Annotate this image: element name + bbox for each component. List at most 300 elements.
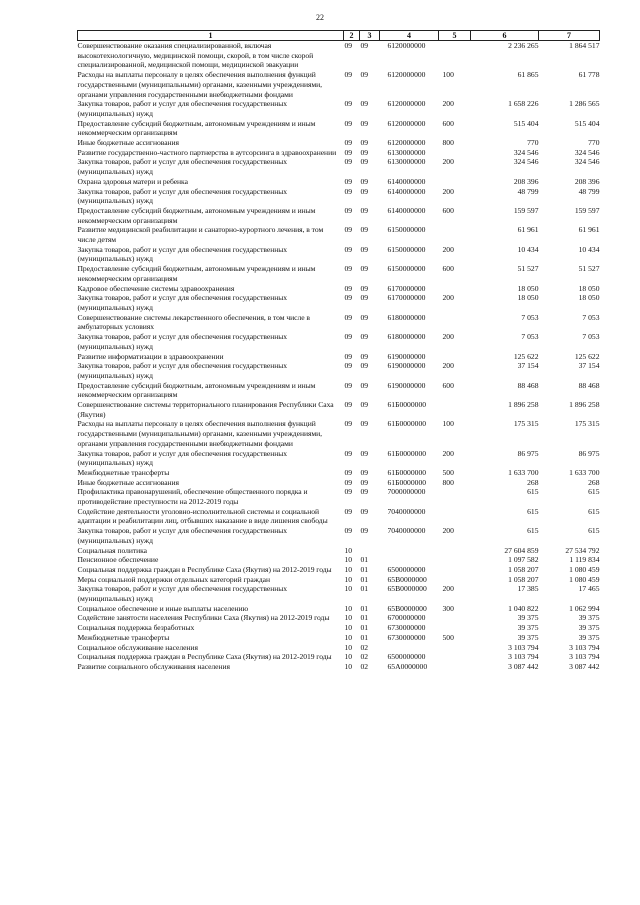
program-code-cell: 65А0000000 — [387, 662, 428, 671]
amount-year1-cell: 324 546 — [513, 157, 539, 167]
expense-name-cell: Меры социальной поддержки отдельных категорий граждан — [77, 574, 270, 584]
amount-year1-cell: 10 434 — [517, 244, 539, 254]
amount-year2-cell: 27 534 792 — [565, 545, 600, 555]
section-code-cell: 09 — [344, 477, 353, 487]
expense-type-cell: 200 — [442, 526, 454, 536]
program-code-cell — [380, 546, 439, 556]
amount-year1-cell: 61 961 — [517, 225, 539, 235]
header-cell: 4 — [380, 31, 439, 41]
amount-year1-cell: 1 058 207 — [508, 564, 539, 574]
subsection-code-cell: 01 — [360, 555, 369, 565]
table-row — [78, 245, 600, 264]
program-code-cell: 6500000000 — [387, 652, 426, 662]
amount-year1-cell: 18 050 — [517, 283, 539, 293]
subsection-code-cell: 01 — [360, 574, 369, 584]
amount-year1-cell: 615 — [527, 526, 539, 536]
expense-type-cell — [439, 400, 471, 419]
expense-name-cell: Расходы на выплаты персоналу в целях обеспечения выполнения функций государственными (муниципальными) органами, казенными учреждениями, органами управления государственными внебюджетными фондами — [77, 419, 323, 448]
expense-type-cell: 200 — [442, 157, 454, 167]
expense-name-cell: Закупка товаров, работ и услуг для обеспечения государственных (муниципальных) нужд — [77, 157, 288, 177]
subsection-code-cell: 09 — [360, 70, 369, 80]
table-row — [78, 662, 600, 672]
header-cell: 3 — [360, 31, 380, 41]
program-code-cell: 6120000000 — [387, 70, 426, 80]
section-code-cell: 09 — [344, 138, 353, 148]
table-body — [78, 41, 600, 672]
amount-year1-cell: 159 597 — [513, 205, 539, 215]
subsection-code-cell: 09 — [360, 526, 369, 536]
amount-year2-cell: 10 434 — [578, 244, 600, 254]
subsection-code-cell: 01 — [360, 613, 369, 623]
amount-year1-cell: 615 — [527, 487, 539, 497]
amount-year2-cell: 1 062 994 — [569, 603, 600, 613]
subsection-code-cell: 09 — [360, 41, 369, 50]
program-code-cell: 7040000000 — [387, 526, 426, 536]
table-row — [78, 332, 600, 351]
table-row — [78, 352, 600, 362]
program-code-cell: 61Б0000000 — [387, 477, 427, 487]
section-code-cell: 10 — [344, 632, 353, 642]
amount-year2-cell: 175 315 — [574, 419, 600, 429]
table-row — [78, 555, 600, 565]
table-row — [78, 138, 600, 148]
table-row — [78, 487, 600, 506]
program-code-cell: 6190000000 — [387, 351, 426, 361]
table-row — [78, 187, 600, 206]
amount-year1-cell: 18 050 — [517, 293, 539, 303]
expense-type-cell — [439, 652, 471, 662]
program-code-cell: 6140000000 — [387, 186, 426, 196]
table-row — [78, 652, 600, 662]
subsection-code-cell: 01 — [360, 584, 369, 594]
program-code-cell: 6190000000 — [387, 380, 426, 390]
table-row — [78, 546, 600, 556]
expense-name-cell: Совершенствование системы территориального планирования Республики Саха (Якутия) — [77, 400, 334, 419]
expense-type-cell: 200 — [442, 293, 454, 303]
expense-name-cell: Развитие информатизации в здравоохранении — [77, 351, 224, 361]
program-code-cell: 6700000000 — [387, 613, 426, 623]
expense-type-cell: 200 — [442, 448, 454, 458]
header-cell: 7 — [539, 31, 600, 41]
section-code-cell: 09 — [344, 176, 353, 186]
amount-year1-cell: 86 975 — [517, 448, 539, 458]
amount-year1-cell: 17 385 — [517, 584, 539, 594]
expense-type-cell — [439, 41, 471, 71]
expense-type-cell: 100 — [442, 419, 454, 429]
expense-name-cell: Предоставление субсидий бюджетным, автономным учреждениям и иным некоммерческим организациям — [77, 205, 316, 225]
header-cell: 6 — [471, 31, 539, 41]
header-cell: 5 — [439, 31, 471, 41]
amount-year1-cell: 515 404 — [513, 118, 539, 128]
expense-type-cell: 600 — [442, 205, 454, 215]
expense-name-cell: Закупка товаров, работ и услуг для обеспечения государственных (муниципальных) нужд — [77, 293, 288, 312]
section-code-cell: 09 — [344, 351, 353, 361]
section-code-cell: 09 — [344, 157, 353, 167]
expense-name-cell: Закупка товаров, работ и услуг для обеспечения государственных (муниципальных) нужд — [77, 99, 288, 118]
amount-year1-cell: 39 375 — [517, 632, 539, 642]
amount-year2-cell: 39 375 — [578, 623, 600, 633]
amount-year1-cell: 208 396 — [513, 176, 539, 186]
program-code-cell: 7040000000 — [387, 506, 426, 516]
amount-year2-cell: 615 — [588, 526, 600, 536]
table-row — [78, 643, 600, 653]
table-row — [78, 526, 600, 545]
expense-name-cell: Профилактика правонарушений, обеспечение общественного порядка и противодействие преступности на 2012-2019 годы — [77, 487, 308, 507]
amount-year2-cell: 39 375 — [578, 613, 600, 623]
program-code-cell: 61Б0000000 — [387, 419, 427, 429]
amount-year2-cell: 17 465 — [578, 584, 600, 594]
program-code-cell: 61Б0000000 — [387, 448, 427, 458]
amount-year2-cell: 615 — [588, 506, 600, 516]
subsection-code-cell: 01 — [360, 564, 369, 574]
amount-year1-cell: 39 375 — [517, 613, 539, 623]
expense-type-cell — [439, 225, 471, 244]
section-code-cell: 09 — [344, 487, 353, 497]
amount-year2-cell: 3 087 442 — [569, 662, 600, 671]
section-code-cell: 09 — [344, 506, 353, 516]
expense-type-cell: 200 — [442, 584, 454, 594]
expense-name-cell: Предоставление субсидий бюджетным, автономным учреждениям и иным некоммерческим организациям — [77, 380, 316, 400]
expense-type-cell — [439, 613, 471, 623]
amount-year1-cell: 770 — [527, 138, 539, 148]
section-code-cell: 09 — [344, 118, 353, 128]
table-row — [78, 419, 600, 448]
subsection-code-cell: 09 — [360, 147, 369, 157]
section-code-cell: 09 — [344, 312, 353, 322]
amount-year1-cell: 1 097 582 — [508, 555, 539, 565]
section-code-cell: 09 — [344, 419, 353, 429]
section-code-cell: 10 — [344, 652, 353, 662]
subsection-code-cell: 09 — [360, 244, 369, 254]
amount-year2-cell: 515 404 — [574, 118, 600, 128]
subsection-code-cell: 09 — [360, 99, 369, 109]
table-row — [78, 478, 600, 488]
subsection-code-cell: 09 — [360, 176, 369, 186]
expense-type-cell: 500 — [442, 467, 454, 477]
table-row — [78, 633, 600, 643]
section-code-cell: 09 — [344, 400, 353, 410]
section-code-cell: 10 — [344, 623, 353, 633]
amount-year2-cell: 125 622 — [574, 351, 600, 361]
amount-year2-cell: 1 080 459 — [569, 564, 600, 574]
subsection-code-cell: 09 — [360, 487, 369, 497]
subsection-code-cell: 02 — [360, 642, 369, 652]
expense-type-cell: 200 — [442, 361, 454, 371]
amount-year1-cell: 7 053 — [521, 332, 539, 342]
table-row — [78, 400, 600, 419]
expense-name-cell: Предоставление субсидий бюджетным, автономным учреждениям и иным некоммерческим организациям — [77, 264, 316, 283]
expense-type-cell — [439, 555, 471, 565]
amount-year2-cell: 1 286 565 — [569, 99, 600, 109]
expense-name-cell: Закупка товаров, работ и услуг для обеспечения государственных (муниципальных) нужд — [77, 448, 288, 468]
expense-type-cell — [439, 284, 471, 294]
program-code-cell: 65В0000000 — [387, 603, 427, 613]
header-cell: 2 — [344, 31, 360, 41]
section-code-cell: 10 — [344, 564, 353, 574]
program-code-cell: 6150000000 — [387, 244, 426, 254]
section-code-cell: 09 — [344, 41, 353, 50]
subsection-code-cell: 09 — [360, 448, 369, 458]
expense-name-cell: Закупка товаров, работ и услуг для обеспечения государственных (муниципальных) нужд — [77, 584, 288, 604]
expense-name-cell: Развитие государственно-частного партнерства в аутсорсинга в здравоохранении — [77, 147, 337, 157]
section-code-cell: 10 — [344, 603, 353, 613]
expense-name-cell: Кадровое обеспечение системы здравоохранения — [77, 283, 235, 293]
expense-type-cell — [439, 352, 471, 362]
expense-type-cell: 200 — [442, 244, 454, 254]
amount-year1-cell: 3 087 442 — [508, 662, 539, 671]
subsection-code-cell: 09 — [360, 380, 369, 390]
section-code-cell: 09 — [344, 205, 353, 215]
amount-year1-cell: 2 236 265 — [508, 41, 539, 50]
amount-year2-cell: 51 527 — [578, 264, 600, 274]
program-code-cell: 6120000000 — [387, 41, 426, 50]
amount-year1-cell: 3 103 794 — [508, 652, 539, 662]
amount-year2-cell: 39 375 — [578, 632, 600, 642]
expense-type-cell — [439, 507, 471, 526]
amount-year1-cell: 324 546 — [513, 147, 539, 157]
table-row — [78, 575, 600, 585]
section-code-cell: 10 — [344, 574, 353, 584]
table-row — [78, 293, 600, 312]
subsection-code-cell: 09 — [360, 419, 369, 429]
amount-year2-cell: 86 975 — [578, 448, 600, 458]
program-code-cell: 6730000000 — [387, 632, 426, 642]
section-code-cell: 10 — [344, 642, 353, 652]
expense-name-cell: Социальное обслуживание населения — [77, 642, 198, 652]
section-code-cell: 10 — [344, 662, 353, 671]
program-code-cell — [380, 555, 439, 565]
program-code-cell: 6130000000 — [387, 157, 426, 167]
section-code-cell: 09 — [344, 264, 353, 274]
table-row — [78, 99, 600, 118]
program-code-cell: 7000000000 — [387, 487, 426, 497]
amount-year2-cell: 18 050 — [578, 283, 600, 293]
table-row — [78, 41, 600, 71]
table-row — [78, 119, 600, 138]
amount-year1-cell: 88 468 — [517, 380, 539, 390]
program-code-cell: 6140000000 — [387, 176, 426, 186]
amount-year2-cell: 615 — [588, 487, 600, 497]
amount-year1-cell: 1 896 258 — [508, 400, 539, 410]
expense-name-cell: Социальная политика — [77, 545, 147, 555]
expense-name-cell: Закупка товаров, работ и услуг для обеспечения государственных (муниципальных) нужд — [77, 332, 288, 351]
section-code-cell: 09 — [344, 70, 353, 80]
amount-year2-cell: 18 050 — [578, 293, 600, 303]
section-code-cell: 10 — [344, 584, 353, 594]
program-code-cell: 6150000000 — [387, 225, 426, 235]
subsection-code-cell: 09 — [360, 477, 369, 487]
amount-year2-cell: 268 — [588, 477, 600, 487]
program-code-cell: 6140000000 — [387, 205, 426, 215]
amount-year1-cell: 175 315 — [513, 419, 539, 429]
expense-type-cell: 200 — [442, 332, 454, 342]
table-row — [78, 177, 600, 187]
amount-year2-cell: 88 468 — [578, 380, 600, 390]
amount-year1-cell: 7 053 — [521, 312, 539, 322]
section-code-cell: 09 — [344, 467, 353, 477]
section-code-cell: 09 — [344, 283, 353, 293]
program-code-cell: 6120000000 — [387, 99, 426, 109]
amount-year1-cell: 37 154 — [517, 361, 539, 371]
amount-year1-cell: 268 — [527, 477, 539, 487]
subsection-code-cell: 09 — [360, 400, 369, 410]
expense-name-cell: Социальная поддержка граждан в Республике Саха (Якутия) на 2012-2019 годы — [77, 564, 332, 574]
program-code-cell: 6130000000 — [387, 147, 426, 157]
amount-year1-cell: 3 103 794 — [508, 642, 539, 652]
expense-name-cell: Закупка товаров, работ и услуг для обеспечения государственных (муниципальных) нужд — [77, 361, 288, 380]
section-code-cell: 10 — [344, 555, 353, 565]
expense-name-cell: Социальное обеспечение и иные выплаты населению — [77, 603, 249, 613]
expense-type-cell: 800 — [442, 477, 454, 487]
expense-type-cell: 600 — [442, 380, 454, 390]
amount-year2-cell: 1 080 459 — [569, 574, 600, 584]
amount-year2-cell: 1 633 700 — [569, 467, 600, 477]
subsection-code-cell: 09 — [360, 138, 369, 148]
amount-year2-cell: 208 396 — [574, 176, 600, 186]
amount-year2-cell: 7 053 — [582, 312, 600, 322]
program-code-cell: 61Б0000000 — [387, 400, 427, 410]
expense-name-cell: Расходы на выплаты персоналу в целях обеспечения выполнения функций государственными (муниципальными) органами, казенными учреждениями, органами управления государственными внебюджетными фондами — [77, 70, 323, 99]
subsection-code-cell: 09 — [360, 506, 369, 516]
program-code-cell: 6120000000 — [387, 118, 426, 128]
amount-year1-cell: 51 527 — [517, 264, 539, 274]
section-code-cell: 09 — [344, 99, 353, 109]
subsection-code-cell: 09 — [360, 186, 369, 196]
section-code-cell: 09 — [344, 380, 353, 390]
table-row — [78, 623, 600, 633]
amount-year1-cell: 1 658 226 — [508, 99, 539, 109]
expense-name-cell: Развитие социального обслуживания населения — [77, 662, 230, 671]
table-row — [78, 565, 600, 575]
section-code-cell: 09 — [344, 361, 353, 371]
expense-name-cell: Совершенствование оказания специализированной, включая высокотехнологичную, медицинской помощи, скорой, в том числе скорой специализированной, медицинской помощи, медицинской эвакуации — [77, 41, 314, 70]
program-code-cell: 6500000000 — [387, 564, 426, 574]
table-row — [78, 361, 600, 380]
expense-type-cell: 600 — [442, 264, 454, 274]
subsection-code-cell: 09 — [360, 467, 369, 477]
expense-type-cell: 200 — [442, 186, 454, 196]
expense-name-cell: Иные бюджетные ассигнования — [77, 477, 179, 487]
table-row — [78, 157, 600, 176]
program-code-cell: 6190000000 — [387, 361, 426, 371]
expense-name-cell: Содействие занятости населения Республики Саха (Якутия) на 2012-2019 годы — [77, 613, 330, 623]
amount-year1-cell: 48 799 — [517, 186, 539, 196]
expense-name-cell: Межбюджетные трансферты — [77, 467, 170, 477]
expense-type-cell: 300 — [442, 603, 454, 613]
amount-year1-cell: 1 633 700 — [508, 467, 539, 477]
table-row — [78, 584, 600, 603]
expense-type-cell: 800 — [442, 138, 454, 148]
program-code-cell: 65В0000000 — [387, 584, 427, 594]
expense-name-cell: Социальная поддержка граждан в Республике Саха (Якутия) на 2012-2019 годы — [77, 652, 332, 662]
expense-type-cell: 200 — [442, 99, 454, 109]
expense-name-cell: Закупка товаров, работ и услуг для обеспечения государственных (муниципальных) нужд — [77, 186, 288, 206]
section-code-cell: 09 — [344, 244, 353, 254]
expense-type-cell — [439, 546, 471, 556]
amount-year1-cell: 39 375 — [517, 623, 539, 633]
subsection-code-cell: 09 — [360, 312, 369, 322]
amount-year2-cell: 61 778 — [578, 70, 600, 80]
section-code-cell: 09 — [344, 526, 353, 536]
subsection-code-cell: 09 — [360, 361, 369, 371]
program-code-cell: 6730000000 — [387, 623, 426, 633]
amount-year1-cell: 615 — [527, 506, 539, 516]
program-code-cell: 6180000000 — [387, 332, 426, 342]
expense-name-cell: Развитие медицинской реабилитации и санаторно-курортного лечения, в том числе детям — [77, 225, 324, 245]
program-code-cell: 65В0000000 — [387, 574, 427, 584]
section-code-cell: 09 — [344, 225, 353, 235]
expense-type-cell — [439, 177, 471, 187]
section-code-cell: 09 — [344, 332, 353, 342]
expense-name-cell: Межбюджетные трансферты — [77, 632, 170, 642]
expense-type-cell — [439, 313, 471, 332]
section-code-cell: 10 — [344, 545, 353, 555]
subsection-code-cell: 09 — [360, 283, 369, 293]
program-code-cell: 6170000000 — [387, 293, 426, 303]
subsection-code-cell: 09 — [360, 225, 369, 235]
amount-year1-cell: 27 604 859 — [504, 545, 539, 555]
amount-year2-cell: 48 799 — [578, 186, 600, 196]
amount-year2-cell: 3 103 794 — [569, 642, 600, 652]
expense-type-cell: 100 — [442, 70, 454, 80]
subsection-code-cell: 09 — [360, 332, 369, 342]
table-row — [78, 148, 600, 158]
subsection-code-cell: 09 — [360, 205, 369, 215]
subsection-code-cell: 09 — [360, 157, 369, 167]
section-code-cell: 09 — [344, 448, 353, 458]
table-row — [78, 313, 600, 332]
program-code-cell: 6120000000 — [387, 138, 426, 148]
section-code-cell: 09 — [344, 293, 353, 303]
table-row — [78, 507, 600, 526]
table-row — [78, 468, 600, 478]
subsection-code-cell: 09 — [360, 118, 369, 128]
expense-type-cell — [439, 575, 471, 585]
amount-year2-cell: 324 546 — [574, 147, 600, 157]
expense-name-cell: Пенсионное обеспечение — [77, 555, 159, 565]
page-number: 22 — [316, 13, 324, 22]
section-code-cell: 09 — [344, 186, 353, 196]
subsection-code-cell: 01 — [360, 632, 369, 642]
expense-name-cell: Совершенствование системы лекарственного обеспечения, в том числе в амбулаторных условиях — [77, 312, 310, 332]
subsection-code-cell: 01 — [360, 603, 369, 613]
amount-year2-cell: 37 154 — [578, 361, 600, 371]
expense-type-cell — [439, 487, 471, 506]
table-row — [78, 613, 600, 623]
amount-year1-cell: 1 040 822 — [508, 603, 539, 613]
subsection-code-cell: 02 — [360, 662, 369, 671]
table-row — [78, 206, 600, 225]
expense-name-cell: Содействие деятельности уголовно-исполнительной системы и социальной адаптации и реабилитации лиц, отбывших наказание в виде лишения свободы — [77, 506, 328, 526]
amount-year2-cell: 7 053 — [582, 332, 600, 342]
section-code-cell: 10 — [344, 613, 353, 623]
expense-type-cell — [439, 565, 471, 575]
program-code-cell: 6170000000 — [387, 283, 426, 293]
subsection-code-cell: 09 — [360, 293, 369, 303]
amount-year2-cell: 61 961 — [578, 225, 600, 235]
amount-year2-cell: 324 546 — [574, 157, 600, 167]
expense-name-cell: Предоставление субсидий бюджетным, автономным учреждениям и иным некоммерческим организациям — [77, 118, 316, 138]
expense-name-cell: Иные бюджетные ассигнования — [77, 138, 179, 148]
amount-year2-cell: 770 — [588, 138, 600, 148]
expense-name-cell: Охрана здоровья матери и ребенка — [77, 176, 188, 186]
section-code-cell: 09 — [344, 147, 353, 157]
expense-name-cell: Закупка товаров, работ и услуг для обеспечения государственных (муниципальных) нужд — [77, 244, 288, 264]
table-row — [78, 381, 600, 400]
table-row — [78, 225, 600, 244]
program-code-cell: 6150000000 — [387, 264, 426, 274]
table-header-row — [78, 31, 600, 41]
